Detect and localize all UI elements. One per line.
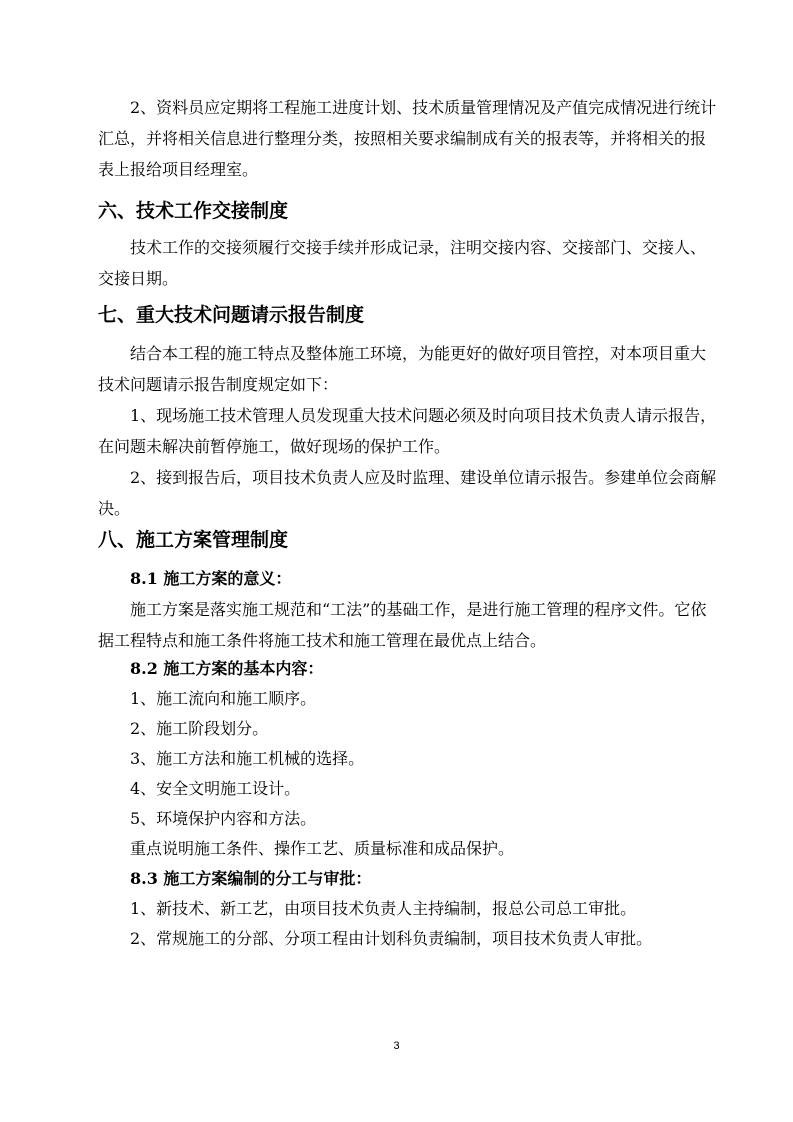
list-item: 5、环境保护内容和方法。	[130, 809, 317, 828]
paragraph-handover: 技术工作的交接须履行交接手续并形成记录，注明交接内容、交接部门、交接人、交接日期。	[98, 238, 707, 288]
section-heading-7: 七、重大技术问题请示报告制度	[98, 304, 365, 326]
paragraph-plan-meaning: 施工方案是落实施工规范和“工法”的基础工作，是进行施工管理的程序文件。它依据工程特点和施工条件将施工技术和施工管理在最优点上结合。	[98, 600, 707, 650]
paragraph-report-item-2: 2、接到报告后，项目技术负责人应及时监理、建设单位请示报告。参建单位会商解决。	[98, 468, 717, 518]
subheading-8-2: 8.2 施工方案的基本内容：	[130, 659, 324, 678]
paragraph-report-item-1: 1、现场施工技术管理人员发现重大技术问题必须及时向项目技术负责人请示报告，在问题未解决前暂停施工，做好现场的保护工作。	[98, 406, 717, 456]
list-item: 3、施工方法和施工机械的选择。	[130, 749, 365, 768]
page-number: 3	[393, 1040, 400, 1052]
section-heading-6: 六、技术工作交接制度	[98, 200, 289, 222]
list-item-note: 重点说明施工条件、操作工艺、质量标准和成品保护。	[130, 839, 515, 858]
list-item: 2、施工阶段划分。	[130, 719, 269, 738]
paragraph-report-intro: 结合本工程的施工特点及整体施工环境，为能更好的做好项目管控，对本项目重大技术问题请示报告制度规定如下：	[98, 344, 707, 394]
section-heading-8: 八、施工方案管理制度	[98, 529, 289, 551]
list-item: 1、新技术、新工艺，由项目技术负责人主持编制，报总公司总工审批。	[130, 899, 637, 918]
subheading-8-3: 8.3 施工方案编制的分工与审批：	[130, 869, 372, 888]
list-item: 1、施工流向和施工顺序。	[130, 689, 317, 708]
list-item: 2、常规施工的分部、分项工程由计划科负责编制，项目技术负责人审批。	[130, 929, 653, 948]
paragraph-data-clerk-duty: 2、资料员应定期将工程施工进度计划、技术质量管理情况及产值完成情况进行统计汇总，并将相关信息进行整理分类，按照相关要求编制成有关的报表等，并将相关的报表上报给项目经理室。	[98, 98, 717, 179]
subheading-8-1: 8.1 施工方案的意义：	[130, 569, 292, 588]
list-item: 4、安全文明施工设计。	[130, 779, 301, 798]
